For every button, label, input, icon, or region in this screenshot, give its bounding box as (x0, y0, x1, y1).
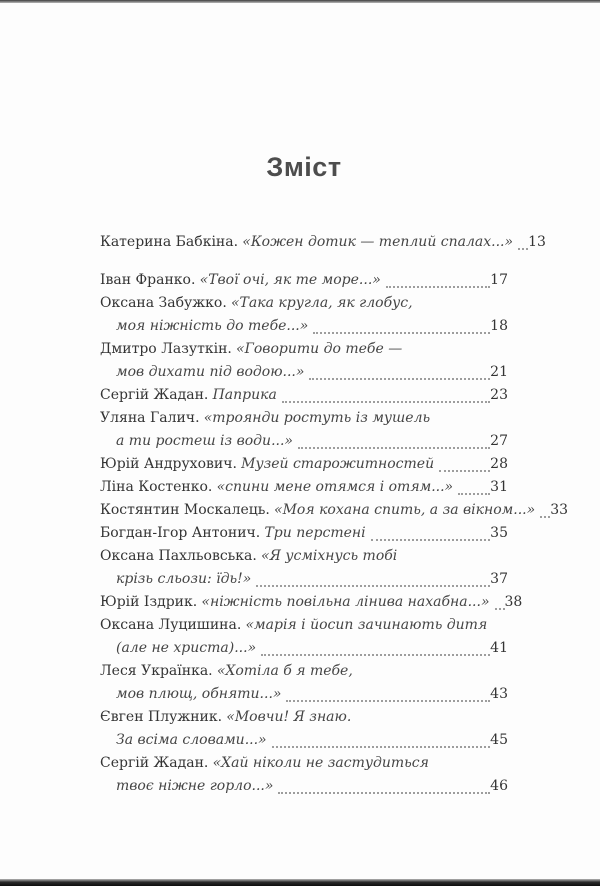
toc-entry (100, 292, 508, 338)
dotted-leader (518, 248, 528, 250)
toc-list (100, 231, 569, 798)
dotted-leader (495, 608, 505, 610)
toc-title-continuation: крізь сльози: їдь!» (116, 571, 252, 587)
dotted-leader (286, 700, 490, 702)
toc-entry-continuation-line (100, 637, 508, 660)
toc-entry (100, 499, 569, 522)
toc-title: Три перстені (264, 525, 366, 541)
page-number: 46 (490, 778, 508, 794)
page-number: 18 (490, 318, 508, 334)
toc-entry-line (100, 545, 508, 568)
toc-entry-line (100, 522, 508, 545)
toc-entry (100, 231, 546, 254)
toc-title-continuation: моя ніжність до тебе...» (116, 318, 309, 334)
toc-author: Ліна Костенко. (100, 479, 213, 495)
toc-title: «ніжність повільна лінива нахабна...» (201, 594, 490, 610)
page-number: 27 (490, 433, 508, 449)
toc-title-continuation: твоє ніжне горло...» (116, 778, 274, 794)
toc-title: «Кожен дотик — теплий спалах...» (242, 234, 514, 250)
toc-title: «Твої очі, як те море...» (199, 272, 381, 288)
toc-author: Євген Плужник. (100, 709, 223, 725)
toc-title-continuation: (але не христа)...» (116, 640, 257, 656)
toc-entry-line (100, 407, 508, 430)
page-number: 38 (504, 594, 523, 610)
dotted-leader (256, 585, 490, 587)
toc-entry-line (100, 591, 523, 614)
toc-title-continuation: мов дихати під водою...» (116, 364, 305, 380)
toc-entry-line (100, 384, 508, 407)
dotted-leader (439, 470, 490, 472)
dotted-leader (298, 447, 490, 449)
toc-entry-line (100, 706, 508, 729)
page-number: 21 (490, 364, 508, 380)
toc-title: «Мовчи! Я знаю. (226, 709, 352, 725)
toc-entry (100, 522, 508, 545)
toc-entry-line (100, 231, 546, 254)
page-number: 43 (490, 686, 508, 702)
toc-title-continuation: мов плющ, обняти...» (116, 686, 282, 702)
page-number: 35 (490, 525, 508, 541)
toc-title: «марія і йосип зачинають дитя (245, 617, 488, 633)
toc-entry-continuation-line (100, 775, 508, 798)
page-number: 37 (490, 571, 508, 587)
toc-title: «Така кругла, як глобус, (230, 295, 413, 311)
toc-author: Костянтин Москалець. (100, 502, 270, 518)
page-number: 41 (490, 640, 508, 656)
toc-entry (100, 269, 508, 292)
toc-title: Музей старожитностей (241, 456, 435, 472)
toc-entry (100, 407, 508, 453)
toc-title: Паприка (212, 387, 277, 403)
toc-entry-continuation-line (100, 361, 508, 384)
toc-author: Іван Франко. (100, 272, 196, 288)
toc-entry (100, 660, 508, 706)
dotted-leader (282, 401, 490, 403)
toc-title-continuation: За всіма словами...» (116, 732, 267, 748)
toc-author: Катерина Бабкіна. (100, 234, 239, 250)
toc-entry (100, 476, 508, 499)
top-edge-bar (0, 0, 600, 3)
toc-entry-line (100, 453, 508, 476)
toc-title: «Говорити до тебе — (236, 341, 403, 357)
toc-entry (100, 706, 508, 752)
toc-title: «троянди ростуть із мушель (203, 410, 431, 426)
page-number: 33 (550, 502, 569, 518)
toc-entry-continuation-line (100, 315, 508, 338)
dotted-leader (540, 516, 550, 518)
dotted-leader (309, 378, 490, 380)
toc-title: «Моя кохана спить, а за вікном...» (274, 502, 536, 518)
toc-entry (100, 591, 523, 614)
toc-entry-line (100, 476, 508, 499)
toc-title: «спини мене отямся і отям...» (216, 479, 454, 495)
toc-entry (100, 545, 508, 591)
toc-entry-line (100, 338, 508, 361)
toc-title: «Хай ніколи не застудиться (212, 755, 429, 771)
page-title: Зміст (266, 152, 342, 182)
toc-author: Уляна Галич. (100, 410, 200, 426)
toc-title-continuation: а ти ростеш із води...» (116, 433, 293, 449)
toc-author: Юрій Іздрик. (100, 594, 198, 610)
toc-entry-line (100, 614, 508, 637)
toc-author: Сергій Жадан. (100, 755, 209, 771)
toc-entry (100, 752, 508, 798)
toc-entry-line (100, 660, 508, 683)
dotted-leader (261, 654, 490, 656)
toc-entry-line (100, 499, 569, 522)
toc-author: Сергій Жадан. (100, 387, 209, 403)
toc-author: Оксана Забужко. (100, 295, 227, 311)
toc-author: Оксана Луцишина. (100, 617, 242, 633)
dotted-leader (272, 746, 491, 748)
toc-author: Юрій Андрухович. (100, 456, 237, 472)
dotted-leader (278, 792, 490, 794)
toc-title: «Я усміхнусь тобі (261, 548, 398, 564)
bottom-edge-bar (0, 879, 600, 886)
toc-entry-continuation-line (100, 568, 508, 591)
page-number: 17 (490, 272, 508, 288)
page-number: 23 (490, 387, 508, 403)
dotted-leader (371, 539, 491, 541)
toc-entry (100, 338, 508, 384)
dotted-leader (313, 332, 490, 334)
toc-author: Оксана Пахльовська. (100, 548, 257, 564)
dotted-leader (458, 493, 490, 495)
toc-entry-line (100, 292, 508, 315)
toc-title: «Хотіла б я тебе, (216, 663, 353, 679)
dotted-leader (386, 286, 490, 288)
toc-entry-line (100, 269, 508, 292)
toc-entry-continuation-line (100, 430, 508, 453)
toc-entry-line (100, 752, 508, 775)
toc-entry (100, 384, 508, 407)
page-number: 31 (490, 479, 508, 495)
page-number: 28 (490, 456, 508, 472)
toc-author: Дмитро Лазуткін. (100, 341, 232, 357)
toc-entry (100, 453, 508, 476)
toc-entry-continuation-line (100, 729, 508, 752)
page-number: 45 (490, 732, 508, 748)
toc-entry (100, 614, 508, 660)
toc-author: Леся Українка. (100, 663, 213, 679)
toc-entry-continuation-line (100, 683, 508, 706)
toc-author: Богдан-Ігор Антонич. (100, 525, 261, 541)
page-number: 13 (528, 234, 546, 250)
